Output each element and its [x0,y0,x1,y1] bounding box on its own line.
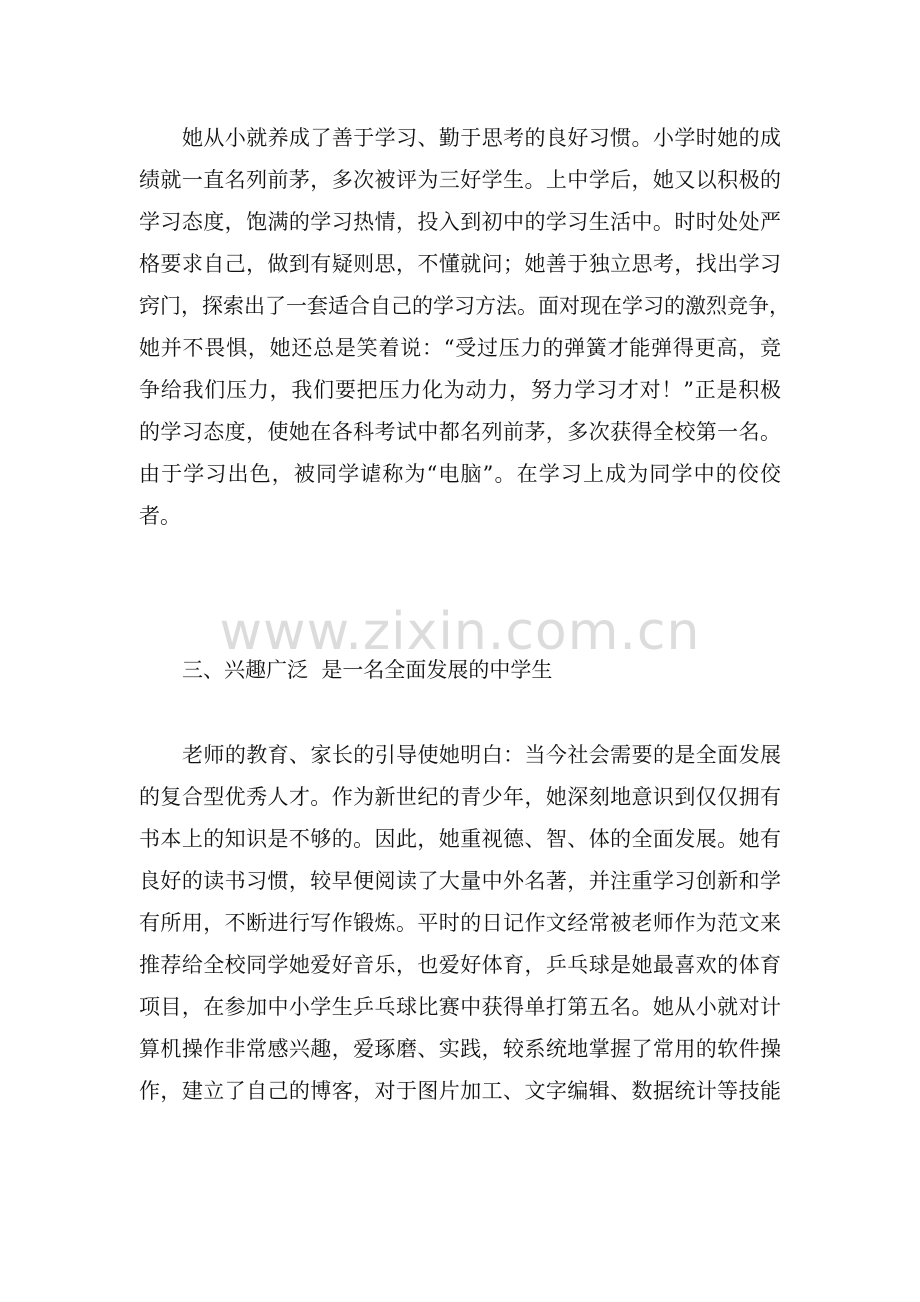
paragraph-line: 格要求自己，做到有疑则思，不懂就问；她善于独立思考，找出学习 [139,252,781,276]
paragraph-line: 她从小就养成了善于学习、勤于思考的良好习惯。小学时她的成 [182,126,781,150]
paragraph-line: 算机操作非常感兴趣，爱琢磨、实践，较系统地掌握了常用的软件操 [139,1037,781,1061]
paragraph-line: 良好的读书习惯，较早便阅读了大量中外名著，并注重学习创新和学 [139,869,781,893]
paragraph-line: 的学习态度，使她在各科考试中都名列前茅，多次获得全校第一名。 [139,420,781,444]
paragraph-line: 书本上的知识是不够的。因此，她重视德、智、体的全面发展。她有 [139,827,781,851]
paragraph-line: 的复合型优秀人才。作为新世纪的青少年，她深刻地意识到仅仅拥有 [139,785,781,809]
watermark-text: www.zixin.com.cn [219,602,701,662]
paragraph-line: 她并不畏惧，她还总是笑着说：“受过压力的弹簧才能弹得更高，竞 [139,336,781,360]
paragraph-study-habits [139,117,790,537]
paragraph-line: 学习态度，饱满的学习热情，投入到初中的学习生活中。时时处处严 [139,210,781,234]
paragraph-line: 绩就一直名列前茅，多次被评为三好学生。上中学后，她又以积极的 [139,168,781,192]
paragraph-line: 争给我们压力，我们要把压力化为动力，努力学习才对！”正是积极 [139,378,781,402]
paragraph-all-round-development [139,734,781,1112]
paragraph-line: 者。 [139,504,181,528]
paragraph-line: 作，建立了自己的博客，对于图片加工、文字编辑、数据统计等技能 [139,1079,781,1103]
paragraph-line: 由于学习出色，被同学谑称为“电脑”。在学习上成为同学中的佼佼 [139,462,781,486]
section-heading: 三、兴趣广泛 是一名全面发展的中学生 [182,658,553,682]
paragraph-line: 推荐给全校同学她爱好音乐，也爱好体育，乒乓球是她最喜欢的体育 [139,953,781,977]
paragraph-line: 有所用，不断进行写作锻炼。平时的日记作文经常被老师作为范文来 [139,911,781,935]
paragraph-line: 项目，在参加中小学生乒乓球比赛中获得单打第五名。她从小就对计 [139,995,781,1019]
paragraph-line: 窍门，探索出了一套适合自己的学习方法。面对现在学习的激烈竞争， [139,294,790,318]
paragraph-line: 老师的教育、家长的引导使她明白：当今社会需要的是全面发展 [182,743,781,767]
